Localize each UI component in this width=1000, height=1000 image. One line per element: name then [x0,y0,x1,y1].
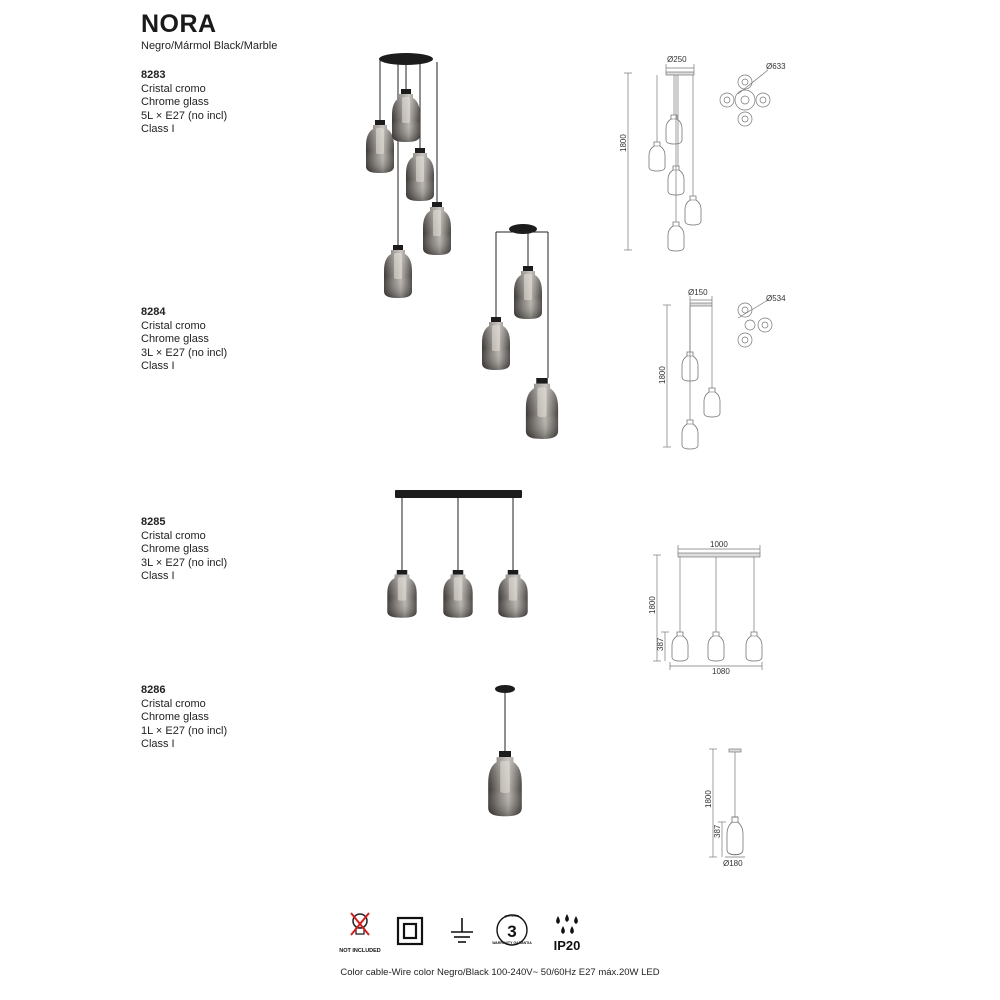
pendant-photo-8284 [482,224,558,439]
footer-specs: Color cable-Wire color Negro/Black 100-240V~ 50/60Hz E27 máx.20W LED [340,967,660,978]
spec-line: 3L × E27 (no incl) [141,346,228,359]
product-title: NORA [141,10,217,38]
dim-label: Ø150 [688,288,708,297]
dim-label: Ø534 [766,294,786,303]
dim-label: Ø180 [723,859,743,868]
dimension-drawing-8283 [624,64,770,251]
dim-label: 1800 [704,790,713,808]
spec-line: 1L × E27 (no incl) [141,724,228,737]
spec-line: Chrome glass [141,333,209,346]
dimension-drawing-8284 [663,296,772,449]
warranty-number: 3 [507,922,517,941]
product-code: 8286 [141,684,166,696]
dim-label: 1000 [710,540,728,549]
dim-label: 1080 [712,667,730,676]
dim-label: Ø633 [766,62,786,71]
warranty-top-text: garantía [504,913,520,918]
spec-line: Cristal cromo [141,82,206,95]
warranty-bottom-text: WARRANTY GARANTIA [492,941,532,945]
bulb-not-included-icon [351,913,369,935]
spec-line: Chrome glass [141,96,209,109]
spec-line: Class I [141,570,175,583]
water-drops-icon [556,914,578,934]
pendant-photo-8283 [366,53,451,298]
dimension-drawing-8286 [709,749,745,857]
dim-label: 1800 [619,134,628,152]
spec-line: 5L × E27 (no incl) [141,109,228,122]
product-code: 8284 [141,306,166,318]
ip-rating: IP20 [553,938,581,953]
product-code: 8283 [141,69,166,81]
spec-line: Cristal cromo [141,529,206,542]
spec-line: Chrome glass [141,711,209,724]
dim-label: 387 [713,824,722,838]
spec-line: Cristal cromo [141,319,206,332]
pendant-photo-8285 [387,490,527,618]
product-subtitle: Negro/Mármol Black/Marble [141,40,278,52]
dimension-drawing-8285 [653,545,762,670]
dim-label: 1800 [658,366,667,384]
certification-icons [330,908,600,958]
ground-icon [451,918,473,942]
dim-label: 387 [656,637,665,651]
spec-line: Cristal cromo [141,697,206,710]
spec-line: Class I [141,738,175,751]
dim-label: 1800 [648,596,657,614]
pendant-photo-8286 [488,685,522,816]
dim-label: Ø250 [667,55,687,64]
product-code: 8285 [141,516,166,528]
not-included-label: NOT INCLUDED [339,948,381,954]
spec-line: Class I [141,123,175,136]
spec-line: Chrome glass [141,543,209,556]
spec-line: Class I [141,360,175,373]
double-insulation-icon [398,918,422,944]
spec-line: 3L × E27 (no incl) [141,556,228,569]
